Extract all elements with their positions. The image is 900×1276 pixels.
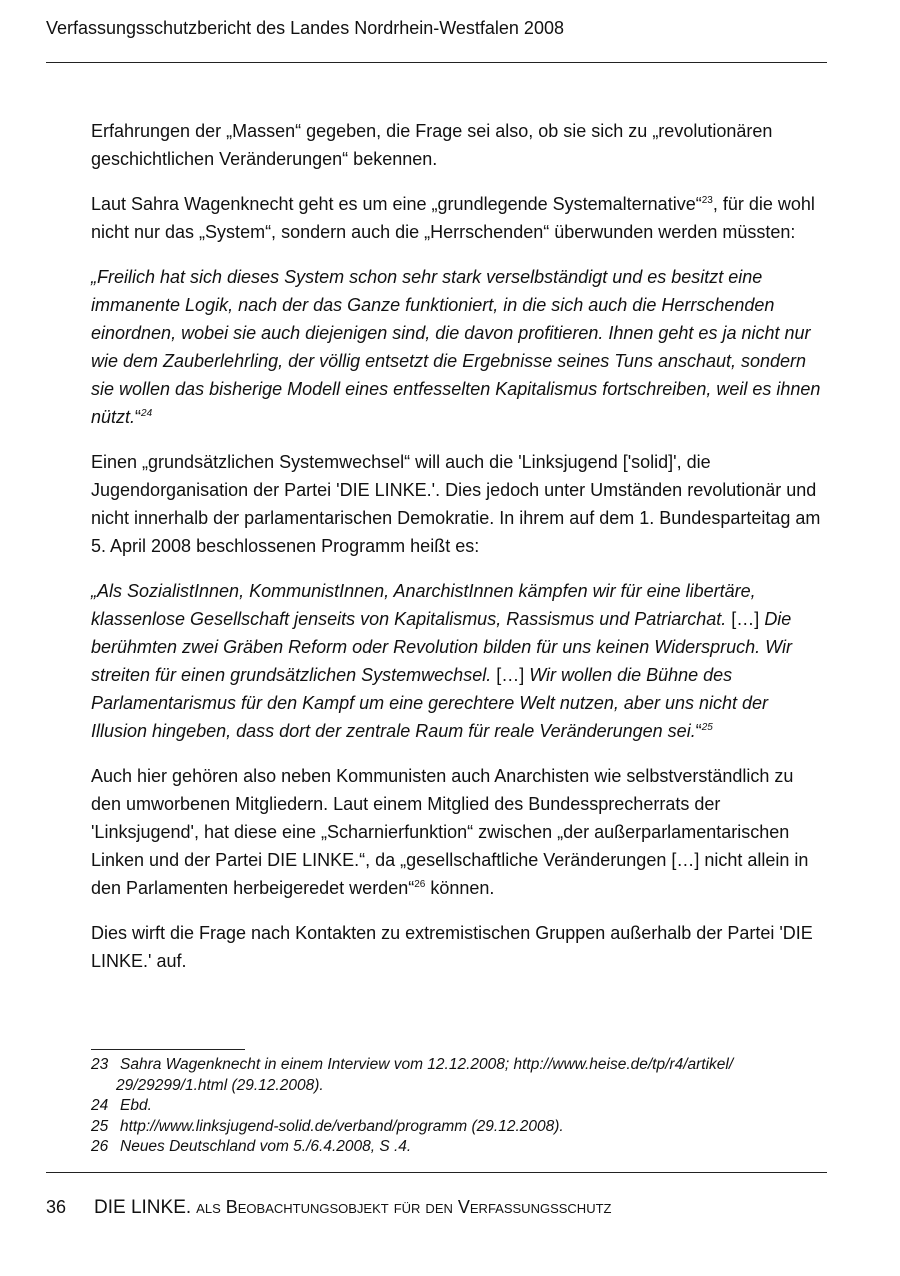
footnote-24 [91,1096,827,1117]
paragraph-1: Erfahrungen der „Massen“ gegeben, die Frage sei also, ob sie sich zu „revolutionären geschichtlichen Veränderungen“ bekennen. [91,121,773,169]
paragraph-2 [91,190,827,246]
footnote-number: 26 [91,1138,109,1155]
footnote-number: 24 [91,1097,109,1114]
main-text [91,117,827,975]
footnote-number: 25 [91,1117,109,1135]
paragraph-2-text-a: Laut Sahra Wagenknecht geht es um eine „grundlegende Systemalternative“ [91,194,702,214]
running-header: Verfassungsschutzbericht des Landes Nordrhein-Westfalen 2008 [46,18,564,38]
footnote-ref-23[interactable]: 23 [701,195,713,206]
quote-2-close: “ [695,721,702,741]
paragraph-2-text-b: , für die wohl nicht nur das „System“, sondern auch die „Herrschenden“ überwunden werden müssten: [91,194,815,242]
header-rule [46,62,827,63]
footnotes [91,1055,827,1158]
quote-2-text-c: Wir wollen die Bühne des Parlamentarismus für den Kampf um eine gerechtere Welt nutzen, aber uns nicht der Illusion hingeben, dass dort der zentrale Raum für reale Veränderungen sei. [91,665,769,741]
quote-1-close: “ [135,407,142,427]
footnote-rule [91,1049,245,1050]
quote-2-ellipsis-2: […] [491,665,530,685]
footer-title-rest: als Beobachtungsobjekt für den Verfassungsschutz [196,1197,612,1217]
footnote-text: Ebd. [120,1097,152,1114]
footer-rule [46,1172,827,1173]
footnote-25 [91,1117,827,1138]
footnote-continuation: 29/29299/1.html (29.12.2008). [116,1076,324,1094]
footnote-23 [91,1055,827,1096]
footnote-number: 23 [91,1056,109,1073]
footnote-26 [91,1137,827,1158]
footnote-text: Sahra Wagenknecht in einem Interview vom 12.12.2008; http://www.heise.de/tp/r4/artikel/ [120,1056,734,1073]
footnote-link[interactable]: http://www.linksjugend-solid.de/verband/programm (29.12.2008). [120,1117,564,1135]
footnote-ref-26[interactable]: 26 [414,879,426,890]
footnote-ref-24[interactable]: 24 [141,408,153,419]
quote-wagenknecht [91,263,827,431]
paragraph-3: Einen „grundsätzlichen Systemwechsel“ will auch die 'Linksjugend ['solid]', die Jugendorganisation der Partei 'DIE LINKE.'. Dies jedoch unter Umständen revolutionär und nicht innerhalb der parlamentarischen Demokratie. In ihrem auf dem 1. Bundesparteitag am 5. April 2008 beschlossenen Programm heißt es: [91,452,821,556]
footnote-ref-25[interactable]: 25 [701,722,713,733]
quote-programm [91,577,827,745]
paragraph-4 [91,762,827,902]
running-footer [46,1197,611,1219]
quote-2-ellipsis-1: […] [726,609,765,629]
footnote-text: Neues Deutschland vom 5./6.4.2008, S .4. [120,1138,412,1155]
quote-2-text-b: Die berühmten zwei Gräben Reform oder Revolution bilden für uns keinen Widerspruch. Wir streiten für einen grundsätzlichen Systemwechsel. [91,609,793,685]
quote-2-text-a: „Als SozialistInnen, KommunistInnen, AnarchistInnen kämpfen wir für eine libertäre, klassenlose Gesellschaft jenseits von Kapitalismus, Rassismus und Patriarchat. [91,581,756,629]
quote-1-text: „Freilich hat sich dieses System schon sehr stark verselbständigt und es besitzt eine immanente Logik, nach der das Ganze funktioniert, in die sich auch die Herrschenden einordnen, wobei sie auch diejenigen sind, die davon profitieren. Ihnen geht es ja nicht nur wie dem Zauberlehrling, der völlig entsetzt die Ergebnisse seines Tuns anschaut, sondern sie wollen das bisherige Modell eines entfesselten Kapitalismus fortschreiben, weil es ihnen nützt. [91,267,821,427]
footer-title-main: DIE LINKE. [94,1197,192,1218]
paragraph-4-text-b: können. [425,878,495,898]
paragraph-5: Dies wirft die Frage nach Kontakten zu extremistischen Gruppen außerhalb der Partei 'DIE LINKE.' auf. [91,923,813,971]
paragraph-4-text-a: Auch hier gehören also neben Kommunisten auch Anarchisten wie selbstverständlich zu den umworbenen Mitgliedern. Laut einem Mitglied des Bundessprecherrats der 'Linksjugend', hat diese eine „Scharnierfunktion“ zwischen „der außerparlamentarischen Linken und der Partei DIE LINKE.“, da „gesellschaftliche Veränderungen […] nicht allein in den Parlamenten herbeigeredet werden“ [91,766,809,898]
page-number: 36 [46,1197,67,1217]
